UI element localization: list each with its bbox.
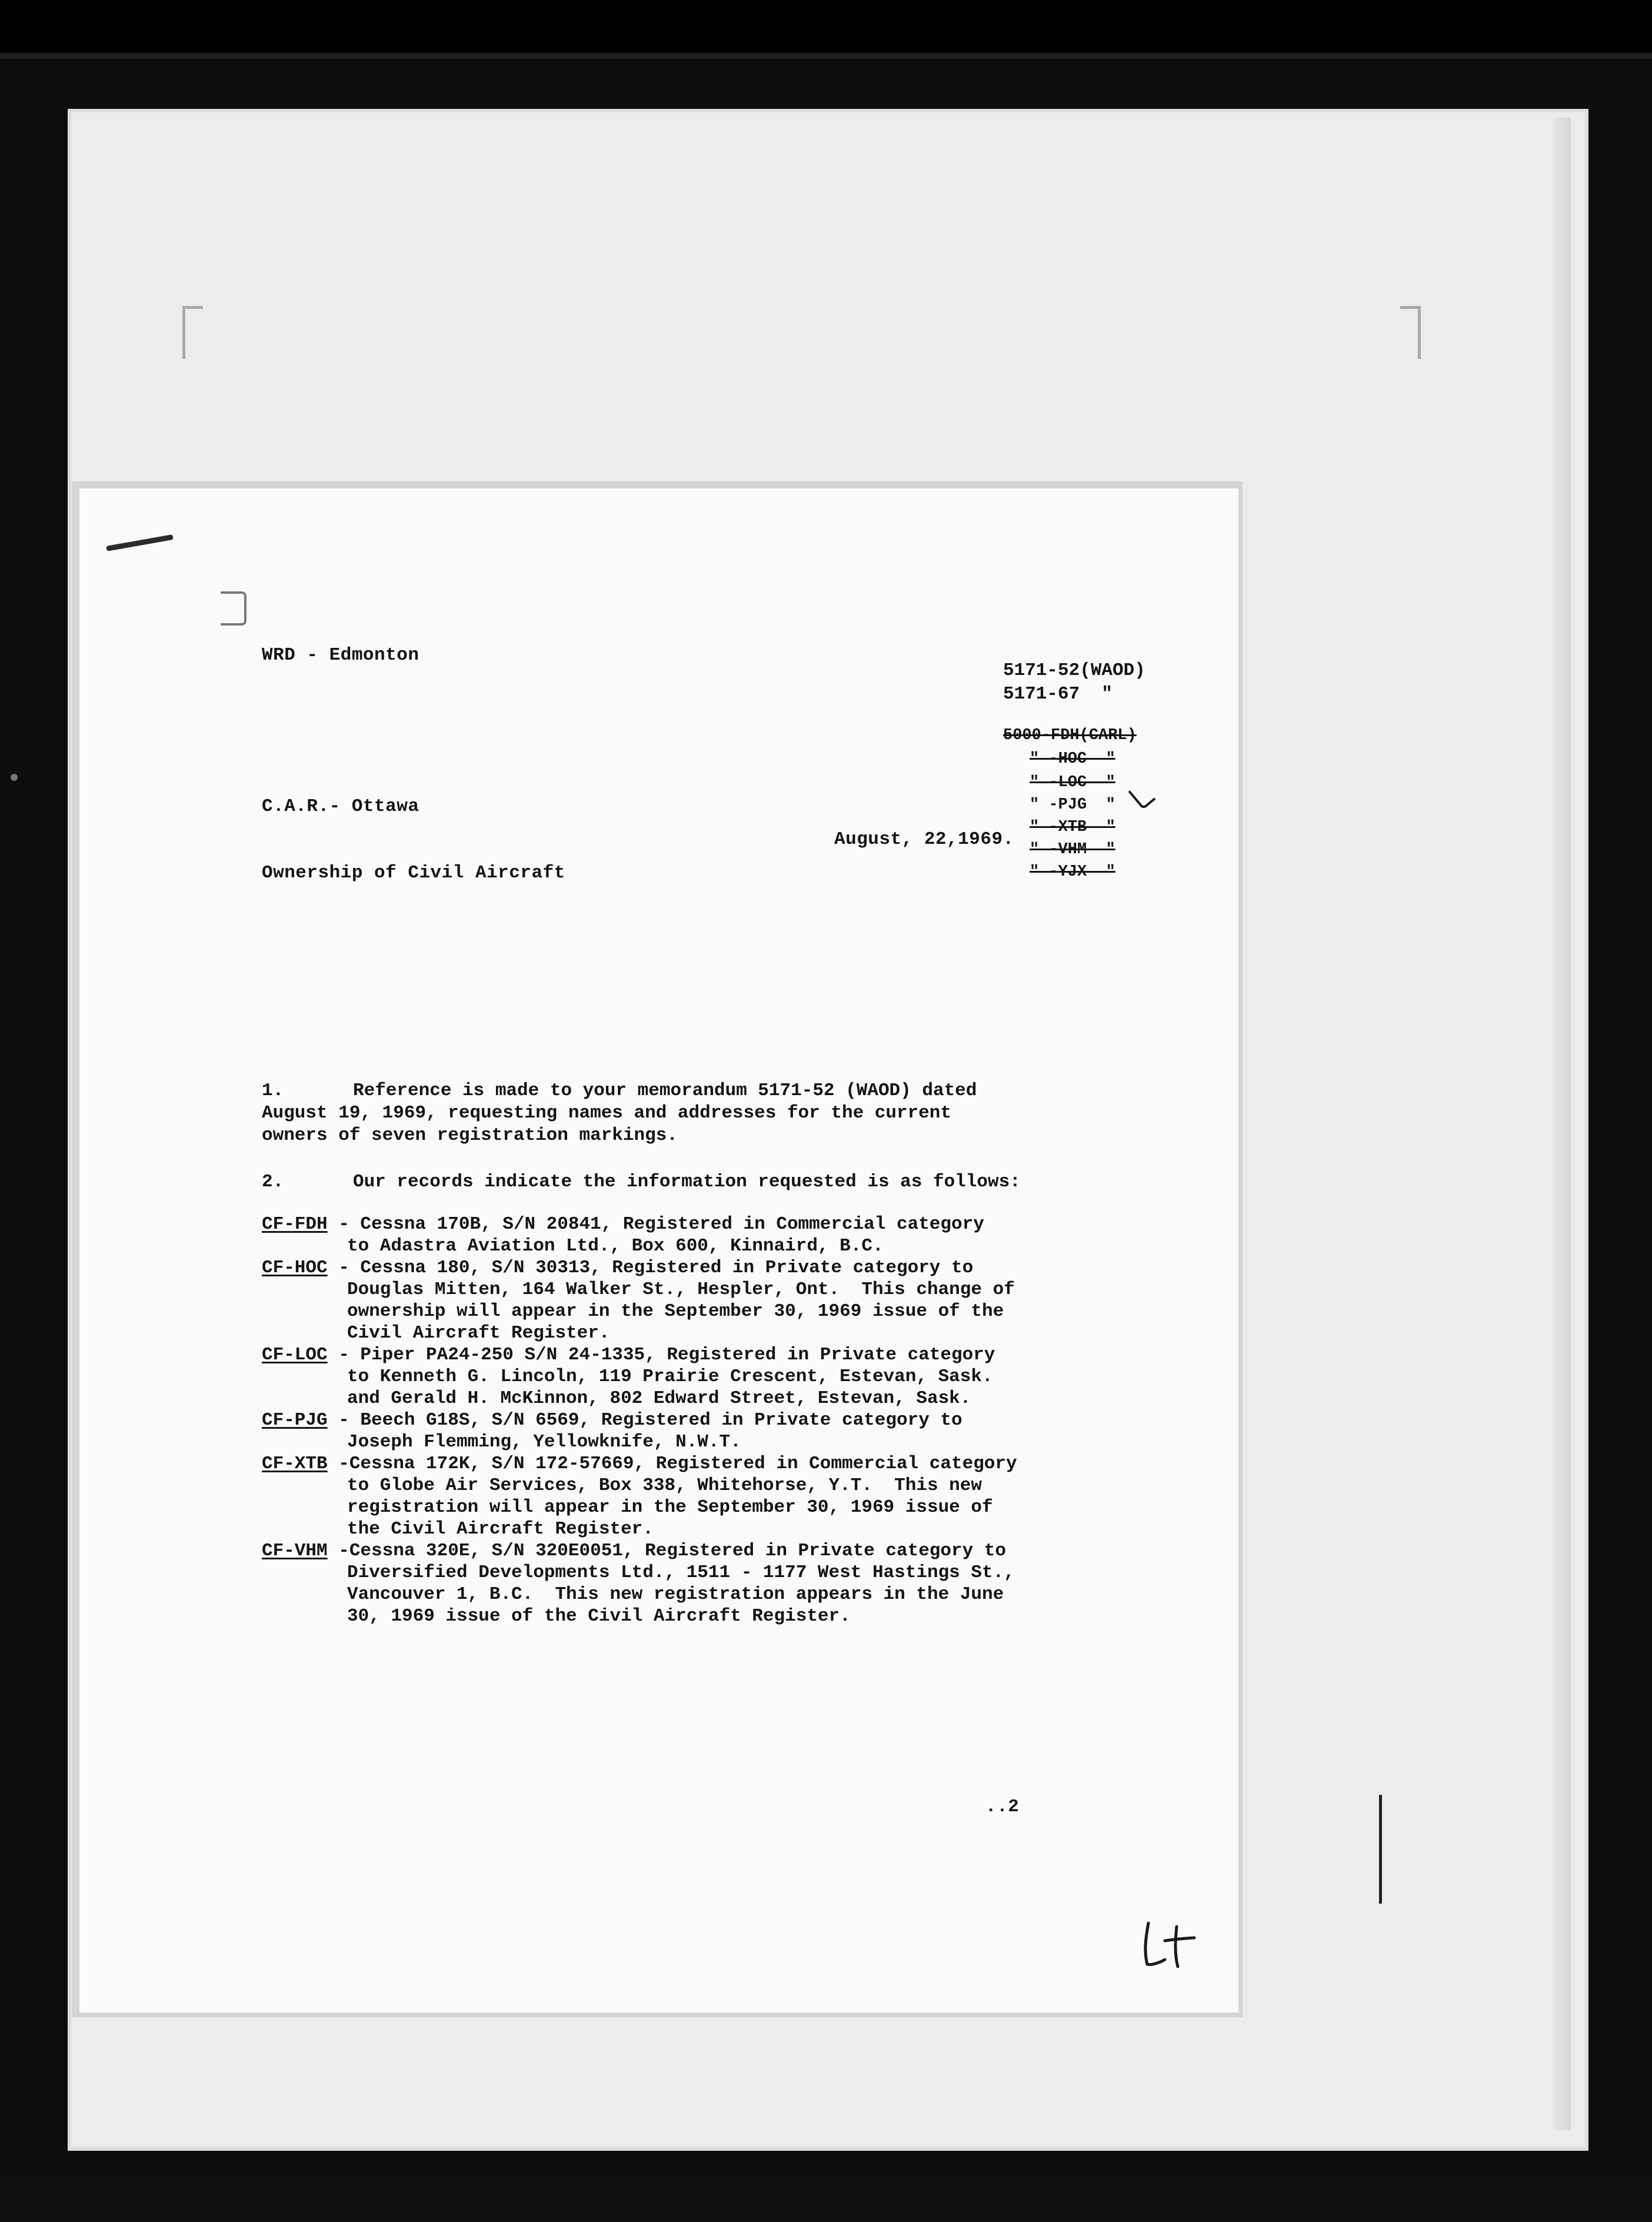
file-ref-not-struck: " -PJG " (1030, 796, 1115, 814)
memo-date: August, 22,1969. (834, 829, 1014, 850)
entry-first-line (262, 1257, 1015, 1279)
entry-line: -Cessna 320E, S/N 320E0051, Registered in Private category to (327, 1541, 1007, 1561)
registration-mark: CF-PJG (262, 1410, 328, 1431)
entry-first-line (262, 1453, 1017, 1475)
entry-line: Douglas Mitten, 164 Walker St., Hespler, Ont. This change of (347, 1279, 1015, 1300)
registration-entry (262, 1257, 1015, 1344)
entry-line: registration will appear in the September 30, 1969 issue of (347, 1497, 993, 1518)
paragraph-line: owners of seven registration markings. (262, 1125, 678, 1146)
entry-first-line (262, 1409, 962, 1431)
microfilm-bottom-border (0, 2177, 1652, 2222)
dust-speck (11, 774, 18, 781)
registration-mark: CF-VHM (262, 1541, 328, 1561)
entry-line: Civil Aircraft Register. (347, 1323, 610, 1343)
entry-line: - Cessna 170B, S/N 20841, Registered in Commercial category (327, 1214, 984, 1235)
clip-mark (221, 591, 247, 626)
registration-entry (262, 1409, 962, 1453)
registration-mark: CF-XTB (262, 1453, 328, 1474)
registration-entry (262, 1344, 995, 1409)
crop-mark-left (182, 306, 203, 359)
entry-line: and Gerald H. McKinnon, 802 Edward Street, Estevan, Sask. (347, 1388, 971, 1409)
memo-from: WRD - Edmonton (262, 645, 419, 666)
crop-mark-right (1400, 306, 1421, 359)
entry-first-line (262, 1344, 995, 1366)
entry-first-line (262, 1213, 984, 1235)
file-ref-primary: 5171-52(WAOD) (1003, 660, 1145, 681)
entry-line: 30, 1969 issue of the Civil Aircraft Register. (347, 1606, 851, 1626)
registration-entry (262, 1213, 984, 1257)
page-number: ..2 (985, 1797, 1020, 1817)
file-ref-struck: " -XTB " (1030, 819, 1115, 836)
margin-line-mark (1379, 1795, 1382, 1904)
memo-page (79, 488, 1238, 2013)
entry-line: - Beech G18S, S/N 6569, Registered in Private category to (327, 1410, 962, 1431)
paragraph-number: 1. (262, 1080, 284, 1101)
paragraph-number: 2. (262, 1172, 284, 1192)
entry-first-line (262, 1540, 1015, 1562)
registration-mark: CF-FDH (262, 1214, 328, 1235)
file-ref-struck: 5000-FDH(CARL) (1003, 727, 1137, 744)
registration-mark: CF-HOC (262, 1258, 328, 1278)
memo-to: C.A.R.- Ottawa (262, 796, 419, 817)
entry-line: to Kenneth G. Lincoln, 119 Prairie Crescent, Estevan, Sask. (347, 1366, 993, 1387)
registration-entry (262, 1453, 1017, 1540)
registration-entry (262, 1540, 1015, 1627)
entry-line: Vancouver 1, B.C. This new registration appears in the June (347, 1584, 1004, 1605)
memo-subject: Ownership of Civil Aircraft (262, 863, 565, 883)
file-ref-secondary: 5171-67 " (1003, 684, 1113, 704)
entry-line: - Cessna 180, S/N 30313, Registered in Private category to (327, 1258, 974, 1278)
entry-line: to Globe Air Services, Box 338, Whitehorse, Y.T. This new (347, 1475, 982, 1496)
entry-line: - Piper PA24-250 S/N 24-1335, Registered in Private category (327, 1345, 995, 1365)
file-ref-struck: " -HOC " (1030, 750, 1115, 768)
paragraph-line: August 19, 1969, requesting names and addresses for the current (262, 1103, 951, 1123)
handwritten-check-mark (1128, 781, 1155, 810)
entry-line: the Civil Aircraft Register. (347, 1519, 654, 1539)
entry-line: ownership will appear in the September 30, 1969 issue of the (347, 1301, 1004, 1322)
handwritten-initials (1135, 1918, 1200, 1971)
registration-mark: CF-LOC (262, 1345, 328, 1365)
microfilm-top-border (0, 0, 1652, 59)
mount-sheet-edge (1553, 118, 1571, 2130)
paragraph-line: Reference is made to your memorandum 5171-52 (WAOD) dated (353, 1080, 977, 1101)
entry-line: to Adastra Aviation Ltd., Box 600, Kinnaird, B.C. (347, 1236, 884, 1256)
file-ref-struck: " -VHM " (1030, 841, 1115, 859)
entry-line: -Cessna 172K, S/N 172-57669, Registered in Commercial category (327, 1453, 1017, 1474)
file-ref-struck: " -YJX " (1030, 863, 1115, 881)
paragraph-text: Our records indicate the information requested is as follows: (353, 1172, 1021, 1192)
entry-line: Joseph Flemming, Yellowknife, N.W.T. (347, 1432, 741, 1452)
pen-stroke-mark (106, 534, 174, 551)
entry-line: Diversified Developments Ltd., 1511 - 1177 West Hastings St., (347, 1562, 1015, 1583)
file-ref-struck: " -LOC " (1030, 774, 1115, 791)
